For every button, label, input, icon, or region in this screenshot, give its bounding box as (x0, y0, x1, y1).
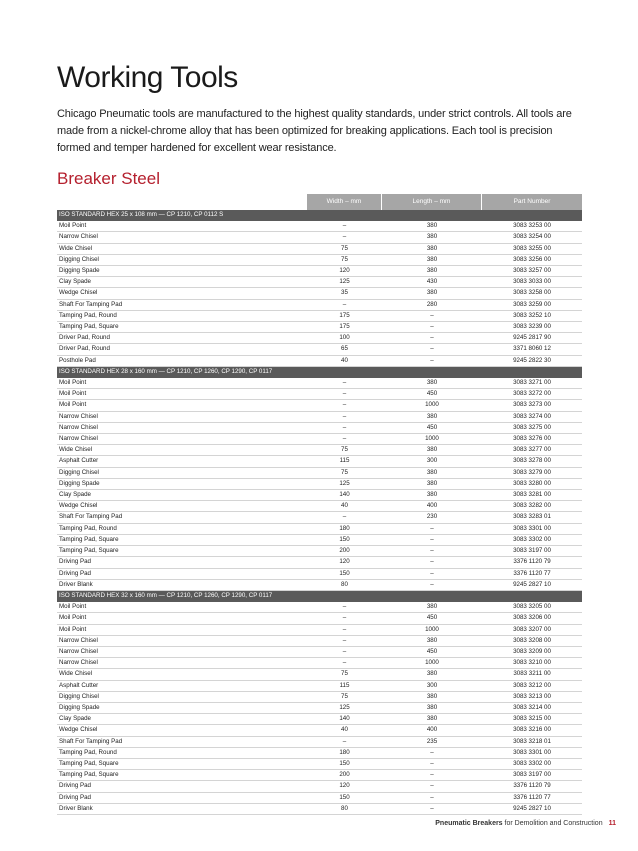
length-cell: 380 (382, 266, 482, 277)
part-number-cell: 3083 3207 00 (482, 624, 582, 635)
table-row (57, 266, 582, 277)
width-cell: 125 (307, 478, 382, 489)
table-row (57, 534, 582, 545)
length-cell: 380 (382, 243, 482, 254)
length-cell: 380 (382, 221, 482, 232)
tool-name-cell: Driving Pad (57, 568, 307, 579)
part-number-cell: 3083 3278 00 (482, 456, 582, 467)
tool-name-cell: Narrow Chisel (57, 411, 307, 422)
tool-name-cell: Narrow Chisel (57, 646, 307, 657)
tool-name-cell: Narrow Chisel (57, 635, 307, 646)
part-number-cell: 3376 1120 77 (482, 792, 582, 803)
part-number-cell: 3083 3206 00 (482, 613, 582, 624)
part-number-cell: 3083 3274 00 (482, 411, 582, 422)
tool-name-cell: Shaft For Tamping Pad (57, 736, 307, 747)
length-cell: 380 (382, 635, 482, 646)
column-header-part-number: Part Number (482, 194, 582, 210)
part-number-cell: 3083 3272 00 (482, 389, 582, 400)
part-number-cell: 3083 3282 00 (482, 501, 582, 512)
width-cell: 80 (307, 579, 382, 590)
width-cell: 75 (307, 669, 382, 680)
width-cell: – (307, 411, 382, 422)
tool-name-cell: Driving Pad (57, 557, 307, 568)
length-cell: 380 (382, 411, 482, 422)
tool-name-cell: Tamping Pad, Square (57, 770, 307, 781)
length-cell: 1000 (382, 658, 482, 669)
tool-name-cell: Narrow Chisel (57, 232, 307, 243)
table-row (57, 792, 582, 803)
part-number-cell: 9245 2827 10 (482, 803, 582, 814)
length-cell: 430 (382, 277, 482, 288)
tool-name-cell: Moil Point (57, 389, 307, 400)
table-row (57, 635, 582, 646)
length-cell: 450 (382, 613, 482, 624)
part-number-cell: 3083 3257 00 (482, 266, 582, 277)
length-cell: – (382, 579, 482, 590)
part-number-cell: 3083 3255 00 (482, 243, 582, 254)
table-row (57, 478, 582, 489)
table-row (57, 389, 582, 400)
length-cell: – (382, 344, 482, 355)
length-cell: 235 (382, 736, 482, 747)
tool-name-cell: Wedge Chisel (57, 725, 307, 736)
length-cell: 1000 (382, 624, 482, 635)
table-row (57, 400, 582, 411)
length-cell: 380 (382, 702, 482, 713)
width-cell: 125 (307, 702, 382, 713)
table-row (57, 691, 582, 702)
group-header: ISO STANDARD HEX 32 x 160 mm — CP 1210, CP 1260, CP 1290, CP 0117 (57, 590, 582, 601)
table-row (57, 254, 582, 265)
group-header-row (57, 366, 582, 377)
part-number-cell: 3083 3256 00 (482, 254, 582, 265)
part-number-cell: 3083 3197 00 (482, 770, 582, 781)
tool-name-cell: Digging Spade (57, 478, 307, 489)
table-row (57, 322, 582, 333)
width-cell: 75 (307, 254, 382, 265)
tool-name-cell: Narrow Chisel (57, 422, 307, 433)
length-cell: – (382, 534, 482, 545)
table-row (57, 702, 582, 713)
tool-name-cell: Wide Chisel (57, 243, 307, 254)
part-number-cell: 3376 1120 79 (482, 557, 582, 568)
length-cell: – (382, 310, 482, 321)
width-cell: 180 (307, 523, 382, 534)
width-cell: – (307, 422, 382, 433)
tool-name-cell: Moil Point (57, 221, 307, 232)
width-cell: 200 (307, 770, 382, 781)
width-cell: – (307, 658, 382, 669)
tool-name-cell: Moil Point (57, 613, 307, 624)
length-cell: 380 (382, 232, 482, 243)
tool-name-cell: Moil Point (57, 400, 307, 411)
tool-name-cell: Driver Blank (57, 803, 307, 814)
part-number-cell: 3083 3301 00 (482, 523, 582, 534)
footer-subtitle: for Demolition and Construction (502, 820, 603, 827)
group-header: ISO STANDARD HEX 25 x 108 mm — CP 1210, CP 0112 S (57, 210, 582, 221)
width-cell: – (307, 378, 382, 389)
part-number-cell: 3083 3281 00 (482, 490, 582, 501)
table-row (57, 277, 582, 288)
tool-name-cell: Asphalt Cutter (57, 456, 307, 467)
width-cell: – (307, 221, 382, 232)
width-cell: 35 (307, 288, 382, 299)
tool-name-cell: Tamping Pad, Round (57, 523, 307, 534)
length-cell: 400 (382, 501, 482, 512)
tool-name-cell: Driver Pad, Round (57, 344, 307, 355)
length-cell: 300 (382, 456, 482, 467)
tool-name-cell: Posthole Pad (57, 355, 307, 366)
tool-name-cell: Tamping Pad, Round (57, 747, 307, 758)
part-number-cell: 3083 3279 00 (482, 467, 582, 478)
tool-name-cell: Clay Spade (57, 714, 307, 725)
part-number-cell: 3083 3302 00 (482, 534, 582, 545)
table-row (57, 411, 582, 422)
table-row (57, 646, 582, 657)
length-cell: 450 (382, 646, 482, 657)
column-header-row (57, 194, 582, 210)
width-cell: 140 (307, 714, 382, 725)
part-number-cell: 3083 3280 00 (482, 478, 582, 489)
length-cell: 380 (382, 478, 482, 489)
table-row (57, 669, 582, 680)
length-cell: 400 (382, 725, 482, 736)
width-cell: – (307, 624, 382, 635)
width-cell: – (307, 232, 382, 243)
table-body (57, 210, 582, 814)
length-cell: 380 (382, 378, 482, 389)
part-number-cell: 3376 1120 79 (482, 781, 582, 792)
width-cell: 40 (307, 725, 382, 736)
table-row (57, 736, 582, 747)
column-header-width: Width – mm (307, 194, 381, 210)
part-number-cell: 3083 3276 00 (482, 434, 582, 445)
part-number-cell: 3083 3208 00 (482, 635, 582, 646)
length-cell: 380 (382, 467, 482, 478)
width-cell: 75 (307, 445, 382, 456)
table-row (57, 557, 582, 568)
table-row (57, 602, 582, 613)
length-cell: – (382, 758, 482, 769)
width-cell: 40 (307, 355, 382, 366)
table-row (57, 355, 582, 366)
length-cell: 300 (382, 680, 482, 691)
tool-name-cell: Digging Chisel (57, 467, 307, 478)
width-cell: – (307, 400, 382, 411)
part-number-cell: 3083 3213 00 (482, 691, 582, 702)
part-number-cell: 3083 3212 00 (482, 680, 582, 691)
table-row (57, 422, 582, 433)
part-number-cell: 3083 3283 01 (482, 512, 582, 523)
table-row (57, 781, 582, 792)
part-number-cell: 3083 3273 00 (482, 400, 582, 411)
length-cell: – (382, 333, 482, 344)
section-title: Breaker Steel (57, 169, 160, 188)
length-cell: 380 (382, 691, 482, 702)
tool-name-cell: Driving Pad (57, 781, 307, 792)
length-cell: 380 (382, 669, 482, 680)
footer-brand: Pneumatic Breakers (435, 820, 503, 827)
breaker-steel-table (57, 210, 582, 815)
length-cell: 380 (382, 254, 482, 265)
group-header: ISO STANDARD HEX 28 x 160 mm — CP 1210, CP 1260, CP 1290, CP 0117 (57, 366, 582, 377)
length-cell: – (382, 803, 482, 814)
part-number-cell: 3083 3214 00 (482, 702, 582, 713)
length-cell: 450 (382, 389, 482, 400)
part-number-cell: 3083 3259 00 (482, 299, 582, 310)
page-title: Working Tools (57, 61, 238, 94)
width-cell: 80 (307, 803, 382, 814)
group-header-row (57, 210, 582, 221)
tool-name-cell: Asphalt Cutter (57, 680, 307, 691)
length-cell: – (382, 792, 482, 803)
tool-name-cell: Moil Point (57, 624, 307, 635)
table-row (57, 680, 582, 691)
tool-name-cell: Moil Point (57, 602, 307, 613)
length-cell: – (382, 770, 482, 781)
table-row (57, 232, 582, 243)
tool-name-cell: Narrow Chisel (57, 658, 307, 669)
table-row (57, 501, 582, 512)
length-cell: 450 (382, 422, 482, 433)
table-row (57, 333, 582, 344)
table-row (57, 288, 582, 299)
tool-name-cell: Tamping Pad, Square (57, 758, 307, 769)
part-number-cell: 3083 3271 00 (482, 378, 582, 389)
page-number: 11 (608, 820, 616, 827)
length-cell: – (382, 557, 482, 568)
part-number-cell: 3083 3210 00 (482, 658, 582, 669)
tool-name-cell: Tamping Pad, Square (57, 546, 307, 557)
tool-name-cell: Driver Blank (57, 579, 307, 590)
tool-name-cell: Tamping Pad, Square (57, 322, 307, 333)
width-cell: – (307, 613, 382, 624)
width-cell: 180 (307, 747, 382, 758)
tool-name-cell: Shaft For Tamping Pad (57, 299, 307, 310)
tool-name-cell: Digging Spade (57, 266, 307, 277)
table-row (57, 747, 582, 758)
width-cell: 65 (307, 344, 382, 355)
table-row (57, 243, 582, 254)
tool-name-cell: Narrow Chisel (57, 434, 307, 445)
intro-paragraph: Chicago Pneumatic tools are manufactured to the highest quality standards, under strict controls. All tools are made from a nickel-chrome alloy that has been optimized for breaking applications. Each tool is precision formed and temper hardened for excellent wear resistance. (57, 108, 572, 154)
width-cell: 75 (307, 243, 382, 254)
part-number-cell: 3083 3277 00 (482, 445, 582, 456)
width-cell: – (307, 434, 382, 445)
table-row (57, 579, 582, 590)
tool-name-cell: Wedge Chisel (57, 288, 307, 299)
length-cell: – (382, 568, 482, 579)
part-number-cell: 3083 3218 01 (482, 736, 582, 747)
part-number-cell: 3083 3253 00 (482, 221, 582, 232)
tool-name-cell: Clay Spade (57, 490, 307, 501)
tool-name-cell: Digging Spade (57, 702, 307, 713)
length-cell: 380 (382, 445, 482, 456)
length-cell: 1000 (382, 400, 482, 411)
width-cell: 100 (307, 333, 382, 344)
length-cell: – (382, 546, 482, 557)
table-row (57, 456, 582, 467)
part-number-cell: 3083 3301 00 (482, 747, 582, 758)
table-row (57, 310, 582, 321)
tool-name-cell: Wedge Chisel (57, 501, 307, 512)
table-row (57, 624, 582, 635)
tool-name-cell: Driver Pad, Round (57, 333, 307, 344)
length-cell: – (382, 322, 482, 333)
part-number-cell: 3083 3239 00 (482, 322, 582, 333)
width-cell: 150 (307, 568, 382, 579)
part-number-cell: 3083 3211 00 (482, 669, 582, 680)
width-cell: 120 (307, 266, 382, 277)
length-cell: 280 (382, 299, 482, 310)
width-cell: – (307, 299, 382, 310)
part-number-cell: 3083 3302 00 (482, 758, 582, 769)
part-number-cell: 3083 3197 00 (482, 546, 582, 557)
part-number-cell: 3371 8060 12 (482, 344, 582, 355)
table-row (57, 714, 582, 725)
part-number-cell: 3083 3033 00 (482, 277, 582, 288)
width-cell: 120 (307, 557, 382, 568)
part-number-cell: 3083 3252 10 (482, 310, 582, 321)
table-row (57, 467, 582, 478)
page-footer (435, 820, 616, 827)
length-cell: 380 (382, 288, 482, 299)
tool-name-cell: Wide Chisel (57, 445, 307, 456)
table-row (57, 770, 582, 781)
width-cell: – (307, 646, 382, 657)
width-cell: 200 (307, 546, 382, 557)
table-row (57, 523, 582, 534)
width-cell: 75 (307, 467, 382, 478)
width-cell: – (307, 635, 382, 646)
part-number-cell: 9245 2822 30 (482, 355, 582, 366)
table-row (57, 546, 582, 557)
width-cell: 175 (307, 310, 382, 321)
column-header-length: Length – mm (382, 194, 481, 210)
part-number-cell: 3083 3209 00 (482, 646, 582, 657)
table-row (57, 758, 582, 769)
width-cell: 40 (307, 501, 382, 512)
tool-name-cell: Digging Chisel (57, 691, 307, 702)
length-cell: 230 (382, 512, 482, 523)
group-header-row (57, 590, 582, 601)
tool-name-cell: Digging Chisel (57, 254, 307, 265)
part-number-cell: 3083 3215 00 (482, 714, 582, 725)
part-number-cell: 3083 3216 00 (482, 725, 582, 736)
width-cell: 125 (307, 277, 382, 288)
width-cell: 120 (307, 781, 382, 792)
table-row (57, 344, 582, 355)
table-row (57, 299, 582, 310)
table-row (57, 378, 582, 389)
length-cell: – (382, 523, 482, 534)
width-cell: 115 (307, 680, 382, 691)
part-number-cell: 3083 3254 00 (482, 232, 582, 243)
width-cell: 150 (307, 534, 382, 545)
part-number-cell: 9245 2817 90 (482, 333, 582, 344)
width-cell: – (307, 602, 382, 613)
table-row (57, 221, 582, 232)
width-cell: – (307, 389, 382, 400)
table-row (57, 725, 582, 736)
tool-name-cell: Shaft For Tamping Pad (57, 512, 307, 523)
tool-name-cell: Driving Pad (57, 792, 307, 803)
length-cell: 380 (382, 602, 482, 613)
width-cell: – (307, 736, 382, 747)
width-cell: – (307, 512, 382, 523)
table-row (57, 568, 582, 579)
table-row (57, 434, 582, 445)
part-number-cell: 3083 3275 00 (482, 422, 582, 433)
part-number-cell: 9245 2827 10 (482, 579, 582, 590)
length-cell: 380 (382, 714, 482, 725)
tool-name-cell: Wide Chisel (57, 669, 307, 680)
width-cell: 75 (307, 691, 382, 702)
tool-name-cell: Moil Point (57, 378, 307, 389)
tool-name-cell: Tamping Pad, Square (57, 534, 307, 545)
length-cell: – (382, 747, 482, 758)
table-row (57, 512, 582, 523)
length-cell: – (382, 781, 482, 792)
table-row (57, 803, 582, 814)
table-row (57, 445, 582, 456)
table-row (57, 613, 582, 624)
width-cell: 175 (307, 322, 382, 333)
width-cell: 150 (307, 792, 382, 803)
length-cell: 380 (382, 490, 482, 501)
width-cell: 140 (307, 490, 382, 501)
part-number-cell: 3376 1120 77 (482, 568, 582, 579)
length-cell: – (382, 355, 482, 366)
tool-name-cell: Tamping Pad, Round (57, 310, 307, 321)
width-cell: 115 (307, 456, 382, 467)
width-cell: 150 (307, 758, 382, 769)
part-number-cell: 3083 3258 00 (482, 288, 582, 299)
length-cell: 1000 (382, 434, 482, 445)
part-number-cell: 3083 3205 00 (482, 602, 582, 613)
table-row (57, 658, 582, 669)
tool-name-cell: Clay Spade (57, 277, 307, 288)
table-row (57, 490, 582, 501)
